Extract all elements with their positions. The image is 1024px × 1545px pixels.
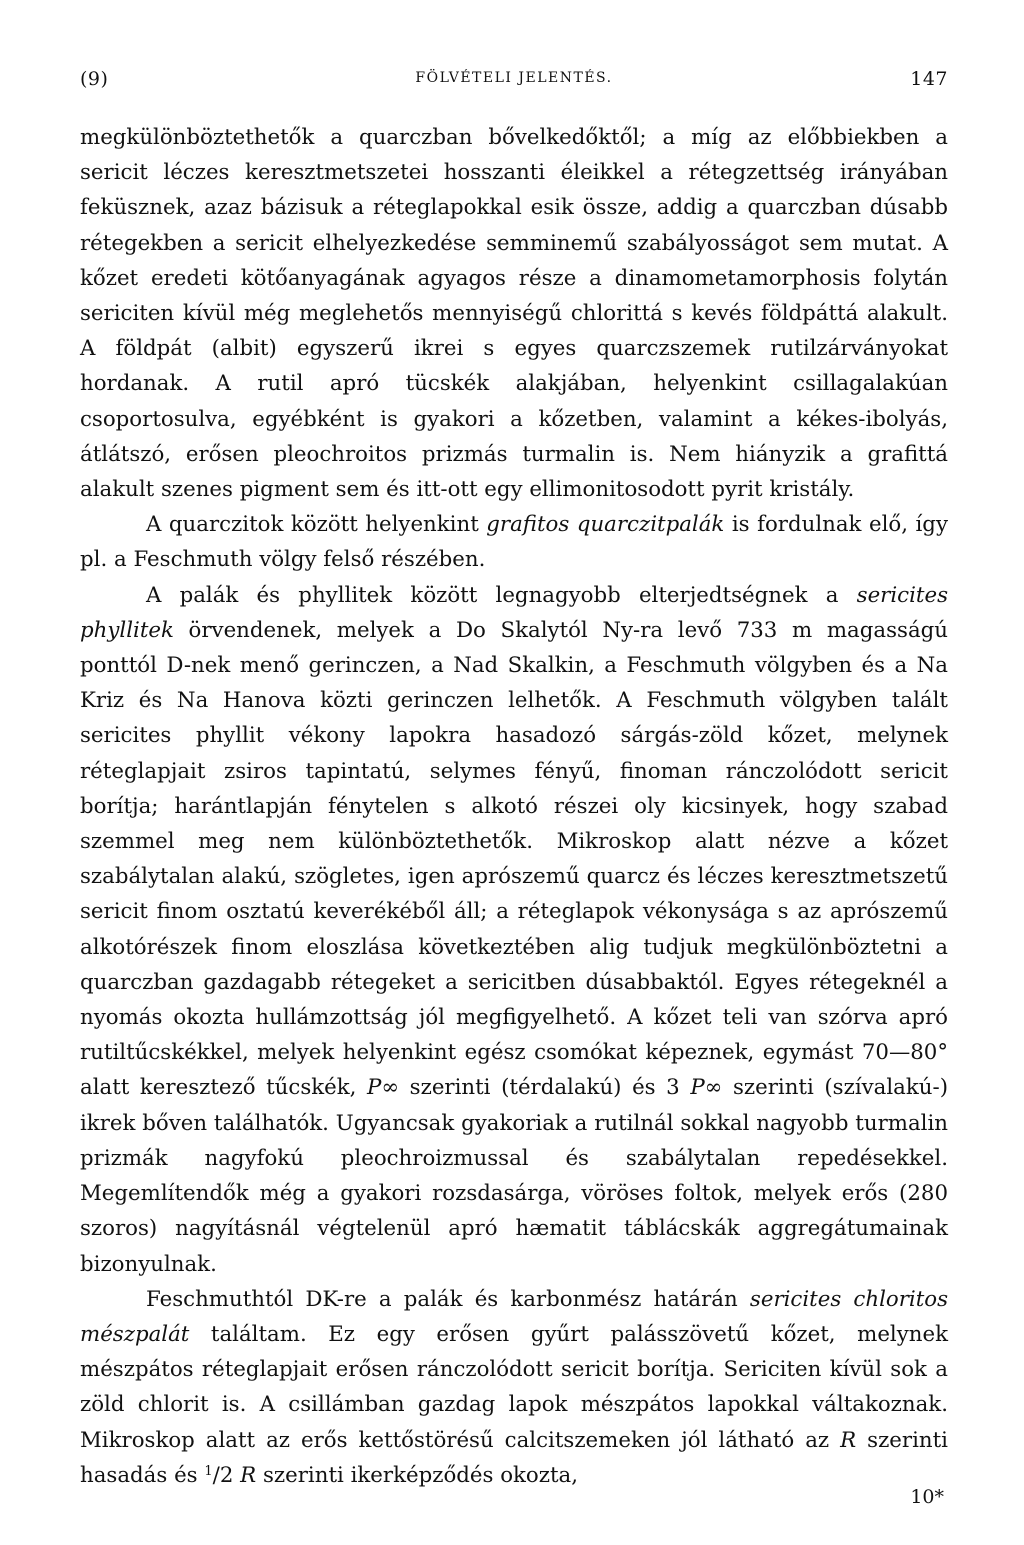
paragraph-2-text-2: is fordulnak elő, így pl. a Feschmuth völgy felső részében. [80,512,948,573]
fraction-numerator: 1 [204,1463,213,1479]
paragraph-4-text-3: szerinti hasadás és [80,1427,948,1488]
paragraph-4-italic-1: sericites chloritos mészpalát [80,1286,949,1347]
paragraph-3-text-4: szerinti (szívalakú-) ikrek bőven találhatók. Ugyancsak gyakoriak a rutilnál sokkal nagyobb turmalin prizmák nagyfokú pleochroizmussal és szabálytalan repedésekkel. Megemlítendők még a gyakori rozsdasárga, vöröses foltok, melyek erős (280 szoros) nagyításnál végtelenül apró hæmatit táblácskák aggregátumainak bizonyulnak. [80,1075,949,1277]
paragraph-4 [80,1282,948,1493]
running-title: FÖLVÉTELI JELENTÉS. [415,70,613,86]
fraction-denominator: /2 [212,1462,234,1488]
paragraph-4-text-5: szerinti ikerképződés okozta, [256,1462,579,1488]
paragraph-3-text-1: A palák és phyllitek között legnagyobb elterjedtségnek a [146,582,857,608]
paragraph-3-italic-1: sericites phyllitek [80,582,948,643]
section-number: (9) [80,68,109,90]
paragraph-2-italic-1: grafitos quarczitpalák [486,512,725,538]
running-header [80,68,948,98]
paragraph-4-text-2: találtam. Ez egy erősen gyűrt palásszövetű kőzet, melynek mészpátos réteglapjait erősen ránczolódott sericit borítja. Sericiten kívül sok a zöld chlorit is. A csillámban gazdag lapok mészpátos lapokkal váltakoznak. Mikroskop alatt az erős kettőstörésű calcitszemeken jól látható az [80,1321,948,1453]
paragraph-1 [80,120,948,507]
paragraph-4-text-1: Feschmuthtól DK-re a palák és karbonmész határán [146,1286,750,1312]
paragraph-2-text-1: A quarczitok között helyenkint [146,512,487,538]
paragraph-3-italic-3: P∞ [690,1075,723,1101]
paragraph-3 [80,578,948,1282]
paragraph-3-text-2: örvendenek, melyek a Do Skalytól Ny-ra levő 733 m magasságú ponttól D-nek menő gerinczen, a Nad Skalkin, a Feschmuth völgyben és a Na Kriz és Na Hanova közti gerinczen lelhetők. A Feschmuth völgyben talált sericites phyllit vékony lapokra hasadozó sárgás-zöld kőzet, melynek réteglapjait zsiros tapintatú, selymes fényű, finoman ránczolódott sericit borítja; harántlapján fénytelen s alkotó részei oly kicsinyek, hogy szabad szemmel meg nem különböztethetők. Mikroskop alatt nézve a kőzet szabálytalan alakú, szögletes, igen aprószemű quarcz és léczes keresztmetszetű sericit finom osztatú keverékéből áll; a réteglapok vékonysága s az aprószemű alkotórészek finom eloszlása következtében alig tudjuk megkülönböztetni a quarczban gazdagabb rétegeket a sericitben dúsabbaktól. Egyes rétegeknél a nyomás okozta hullámzottság jól megfigyelhető. A kőzet teli van szórva apró rutiltűcskékkel, melyek helyenkint egész csomókat képeznek, egymást 70—80° alatt keresztező tűcskék, [80,617,948,1101]
paragraph-3-text-3: szerinti (térdalakú) és 3 [399,1075,691,1101]
paragraph-4-italic-2: R [840,1427,857,1453]
paragraph-4-italic-3: R [240,1462,257,1488]
sheet-signature: 10* [910,1486,944,1508]
paragraph-2 [80,507,948,577]
body-text [80,120,948,1493]
paragraph-3-italic-2: P∞ [367,1075,400,1101]
page-number: 147 [910,68,948,90]
paragraph-1-text: megkülönböztethetők a quarczban bővelkedőktől; a míg az előbbiekben a sericit léczes keresztmetszetei hosszanti éleikkel a rétegzettség irányában feküsznek, azaz bázisuk a réteglapokkal esik össze, addig a quarczban dúsabb rétegekben a sericit elhelyezkedése semminemű szabályosságot sem mutat. A kőzet eredeti kötőanyagának agyagos része a dinamometamorphosis folytán sericiten kívül még meglehetős mennyiségű chlorittá s kevés földpáttá alakult. A földpát (albit) egyszerű ikrei s egyes quarczszemek rutilzárványokat hordanak. A rutil apró tücskék alakjában, helyenkint csillagalakúan csoportosulva, egyébként is gyakori a kőzetben, valamint a kékes-ibolyás, átlátszó, erősen pleochroitos prizmás turmalin is. Nem hiányzik a grafittá alakult szenes pigment sem és itt-ott egy ellimonitosodott pyrit kristály. [80,125,948,503]
